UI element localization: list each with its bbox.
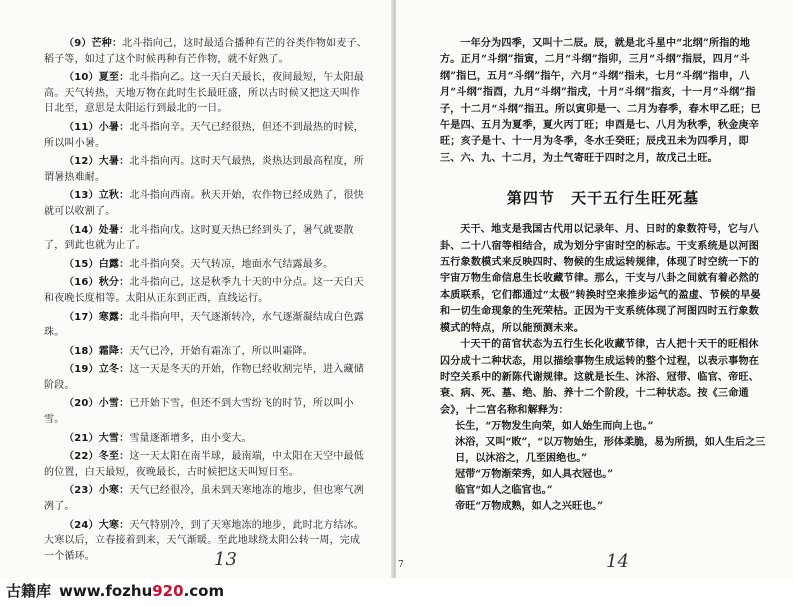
stage-entry: 长生，“万物发生向荣，如人始生而向上也。”: [455, 421, 654, 433]
solar-term-paragraph: [44, 120, 370, 151]
section-number: 第四节: [506, 189, 555, 208]
body-paragraph-1: 天干、地支是我国古代用以记录年、月、日时的象数符号，它与八卦、二十八宿等相结合，成为划分宇宙时空的标志。干支系统是以河图五行象数模式来反映四时、物候的生成运转规律，体现了时空统一下的宇宙万物生命信息生长收藏节律。那么，干支与八卦之间就有着必然的本质联系，它们都通过“太极”转换时空来推步运气的盈虚、节候的早晏和一切生命现象的生死荣枯。正因为干支系统体现了河图四时五行象数模式的特点，所以能预测未来。: [440, 224, 761, 334]
url-prefix: www.fozhu: [59, 582, 153, 600]
solar-term-label: （17）寒露：: [64, 311, 130, 323]
solar-term-paragraph: [44, 518, 370, 565]
solar-term-text: 北斗指向癸。天气转凉，地面水气结露最多。: [129, 258, 334, 270]
section-heading: [440, 187, 766, 208]
solar-term-paragraph: [44, 344, 370, 360]
solar-term-label: （12）大暑：: [64, 156, 130, 168]
solar-term-text: 北斗指向己，这时最适合播种有芒的谷类作物如麦子、稻子等，如过了这个时候再种有芒作物，就不好熟了。: [44, 38, 367, 65]
twelve-stage-entries: [440, 419, 766, 515]
solar-term-paragraph: [44, 396, 370, 427]
right-page-number: 14: [606, 551, 629, 572]
solar-term-text: 这一天是冬天的开始，作物已经收割完毕，进入藏储阶段。: [44, 364, 364, 391]
solar-term-text: 北斗指向己，这是秋季九十天的中分点。这一天白天和夜晚长度相等。太阳从正东到正西，直线运行。: [44, 277, 364, 304]
solar-term-label: （15）白露：: [64, 258, 130, 270]
solar-term-label: （24）大寒：: [64, 519, 130, 531]
solar-term-label: （16）秋分：: [64, 277, 130, 289]
solar-term-label: （9）芒种：: [64, 38, 123, 49]
solar-term-label: （10）夏至：: [64, 72, 130, 84]
solar-term-text: 天气已冷，开始有霜冻了，所以叫霜降。: [129, 345, 313, 357]
brand-name: 古籍库: [6, 582, 52, 600]
solar-term-text: 已开始下雪，但还不到大雪纷飞的时节，所以叫小雪。: [44, 398, 354, 426]
left-page-number: 13: [214, 549, 237, 570]
solar-term-paragraph: [44, 449, 370, 480]
solar-term-text: 北斗指向甲，天气逐渐转冷，水气逐渐凝结成白色露珠。: [44, 311, 364, 339]
solar-term-text: 北斗指向西南。秋天开始，农作物已经成熟了，很快就可以收割了。: [44, 190, 364, 217]
solar-term-paragraph: [44, 188, 370, 219]
right-page-content: [440, 36, 766, 515]
solar-term-label: （23）小寒：: [64, 485, 130, 497]
solar-term-paragraph: [44, 36, 370, 67]
solar-term-paragraph: [44, 257, 370, 273]
solar-term-label: （11）小暑：: [64, 121, 130, 133]
stage-entry: 冠带“万物渐荣秀，如人具衣冠也。”: [455, 469, 614, 481]
solar-term-label: （22）冬至：: [64, 451, 130, 463]
solar-term-label: （21）大雪：: [64, 432, 130, 444]
intro-paragraph: 一年分为四季，又叫十二辰。辰，就是北斗星中“北纲”所指的地方。正月“斗纲”指寅，二月“斗纲”指卯，三月“斗纲”指辰，四月“斗纲”指巳，五月“斗纲”指午，六月“斗纲”指未，七月“斗纲”指申，八月“斗纲”指酉，九月“斗纲”指戌，十月“斗纲”指亥，十一月“斗纲”指子，十二月“斗纲”指丑。所以寅卯是一、二月为春季，春木甲乙旺；巳午是四、五月为夏季，夏火丙丁旺；申酉是七、八月为秋季，秋金庚辛旺；亥子是十、十一月为冬季，冬水壬癸旺；辰戌丑未为四季月，即三、六、九、十二月，为土气寄旺于四时之月，故戊己土旺。: [440, 38, 761, 164]
url-suffix: .com: [183, 582, 225, 600]
solar-term-paragraph: [44, 154, 370, 185]
center-page-number: 7: [398, 560, 404, 570]
solar-term-label: （20）小雪：: [64, 398, 130, 410]
solar-term-text: 北斗指向辛。天气已经很热，但还不到最热的时候，所以叫小暑。: [44, 121, 364, 149]
solar-term-paragraph: [44, 310, 370, 341]
left-page: [0, 0, 393, 578]
solar-term-paragraph: [44, 223, 370, 254]
solar-term-label: （18）霜降：: [64, 345, 130, 357]
solar-term-paragraph: [44, 362, 370, 393]
url-number: 920: [152, 582, 184, 600]
stage-entry: 临官“如人之临官也。”: [455, 485, 553, 497]
solar-term-label: （13）立秋：: [64, 190, 130, 202]
solar-term-text: 雪量逐渐增多，由小变大。: [129, 432, 252, 444]
site-footer: [0, 578, 793, 606]
solar-term-text: 这一天太阳在南半球，最南端，中太阳在天空中最低的位置，白天最短，夜晚最长，古时候把这天叫短日至。: [44, 451, 364, 478]
solar-term-label: （14）处暑：: [64, 224, 130, 236]
right-page: [396, 0, 793, 578]
solar-term-paragraph: [44, 70, 370, 117]
solar-term-paragraph: [44, 275, 370, 306]
solar-term-label: （19）立冬：: [64, 364, 130, 376]
body-paragraph-2: 十天干的苗官状态为五行生长化收藏节律，古人把十天干的旺相休囚分成十二种状态，用以描绘事物生成运转的整个过程，以表示事物在时空关系中的新陈代谢规律。这就是长生、沐浴、冠带、临官、帝旺、衰、病、死、墓、绝、胎、养十二个阶段，十二种状态。按《三命通会》，十二宫名称和解释为：: [440, 339, 760, 416]
solar-term-text: 天气特别冷，到了天寒地冻的地步，此时北方结冰。大寒以后，立春接着到来，天气渐暖。至此地球绕太阳公转一周，完成一个循环。: [44, 519, 364, 562]
solar-term-paragraph: [44, 431, 370, 447]
solar-term-text: 北斗指向丙。这时天气最热，炎热达到最高程度，所谓暑热难耐。: [44, 156, 364, 183]
solar-term-text: 北斗指向戊。这时夏天热已经到头了，暑气就要散了，到此也就为止了。: [44, 224, 354, 252]
section-title: 天干五行生旺死墓: [571, 189, 700, 208]
left-page-content: [44, 36, 370, 567]
solar-term-text: 北斗指向乙。这一天白天最长，夜间最短，午太阳最高。天气转热，天地万物在此时生长最旺盛，所以古时候又把这天叫作日北至，意思是太阳运行到最北的一日。: [44, 72, 364, 115]
stage-entry: 帝旺“万物成熟，如人之兴旺也。”: [455, 501, 604, 513]
stage-entry: 沐浴，又叫“败”，“以万物始生，形体柔脆，易为所损，如人生后之三日，以沐浴之，几至困绝也。”: [455, 437, 766, 465]
site-watermark[interactable]: [6, 580, 224, 601]
solar-term-text: 天气已经很冷，虽未到天寒地冻的地步，但也寒气冽冽了。: [44, 485, 364, 513]
solar-term-paragraph: [44, 483, 370, 514]
